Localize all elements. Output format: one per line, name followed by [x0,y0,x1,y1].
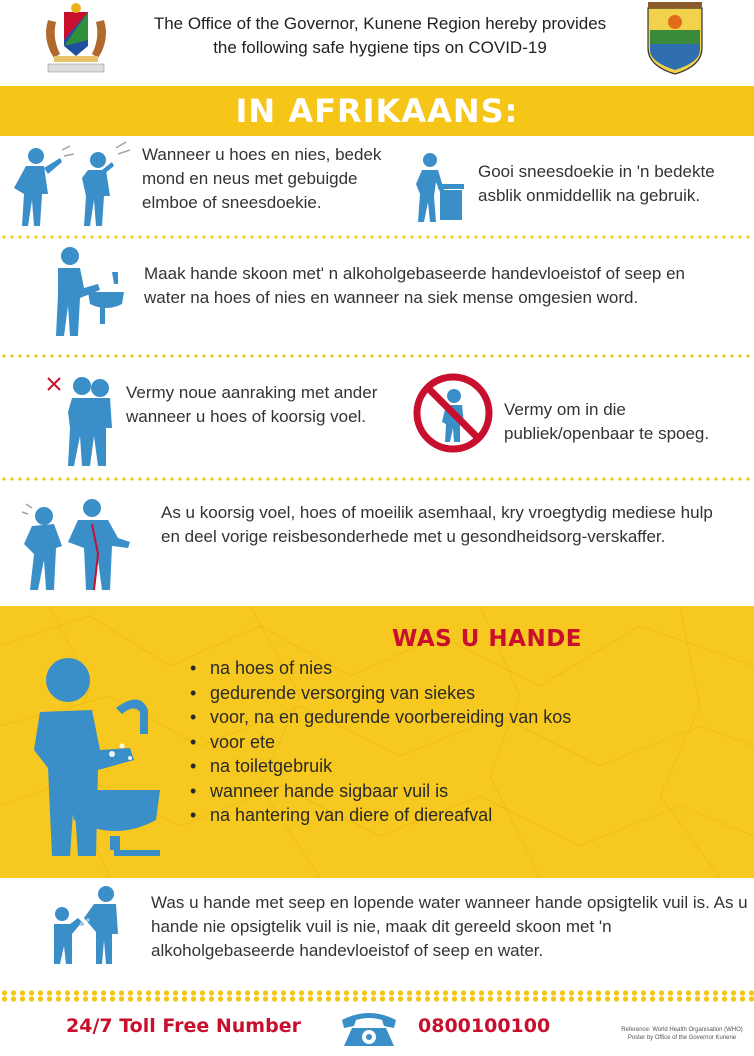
reference-who: Reference: World Health Organisation (WHO) [621,1027,743,1033]
tip-medical-text: As u koorsig voel, hoes of moeilik asemhaal, kry vroegtydig mediese hulp en deel vorige reisbesonderhede met u gesondheidsorg-verskaffer. [161,503,713,546]
adult-child-washing-icon [44,884,120,966]
list-item: • voor ete [190,730,571,755]
toll-free-label: 24/7 Toll Free Number [66,1015,301,1037]
language-banner [0,86,754,136]
tip-cough-text: Wanneer u hoes en nies, bedek mond en neus met gebuigde elmboe of sneesdoekie. [142,145,382,212]
list-item: • na hoes of nies [190,656,571,681]
header [0,0,754,86]
separator-dots [0,235,754,239]
list-item: • na hantering van diere of diereafval [190,803,571,828]
wash-hands-section [0,606,754,878]
wash-hands-title: WAS U HANDE [392,626,582,652]
reference-poster: Poster by Office of the Governor Kunene [627,1035,737,1041]
list-item: • na toiletgebruik [190,754,571,779]
header-text: The Office of the Governor, Kunene Region hereby provides the following safe hygiene tips on COVID-19 [153,14,607,57]
list-item: • gedurende versorging van siekes [190,681,571,706]
reference-note [612,1026,752,1042]
no-spitting-icon [412,372,494,454]
coughing-people-icon [4,138,138,230]
bottom-tip-text: Was u hande met seep en lopende water wanneer hande opsigtelik vuil is. As u hande nie opsigtelik vuil is nie, maak dit gereeld skoon met 'n alkoholgebaseerde handevloeistof of seep en water. [151,893,748,960]
wash-hands-list [190,656,571,828]
list-item: • wanneer hande sigbaar vuil is [190,779,571,804]
tip-spit-text: Vermy om in die publiek/openbaar te spoeg. [504,400,710,443]
footer-dots [0,990,754,1002]
namibia-coat-of-arms-icon [34,0,118,80]
separator-dots [0,477,754,481]
toll-free-number: 0800100100 [418,1015,551,1037]
tip-contact-text: Vermy noue aanraking met ander wanneer u hoes of koorsig voel. [126,383,378,426]
avoid-contact-icon [44,372,124,468]
tip-bin-text: Gooi sneesdoekie in 'n bedekte asblik onmiddellik na gebruik. [478,162,715,205]
medical-help-icon [18,494,134,594]
hand-washing-sink-icon [48,244,126,340]
separator-dots [0,354,754,358]
trash-bin-person-icon [410,150,470,224]
banner-title: IN AFRIKAANS: [235,92,519,130]
kunene-region-emblem-icon [640,0,710,80]
telephone-icon [338,1006,400,1048]
tip-sanitize-text: Maak hande skoon met' n alkoholgebaseerde handevloeistof of seep en water na hoes of nies en wanneer na siek mense omgesien word. [144,264,686,307]
list-item: • voor, na en gedurende voorbereiding van kos [190,705,571,730]
wash-hands-sink-icon [30,650,164,862]
